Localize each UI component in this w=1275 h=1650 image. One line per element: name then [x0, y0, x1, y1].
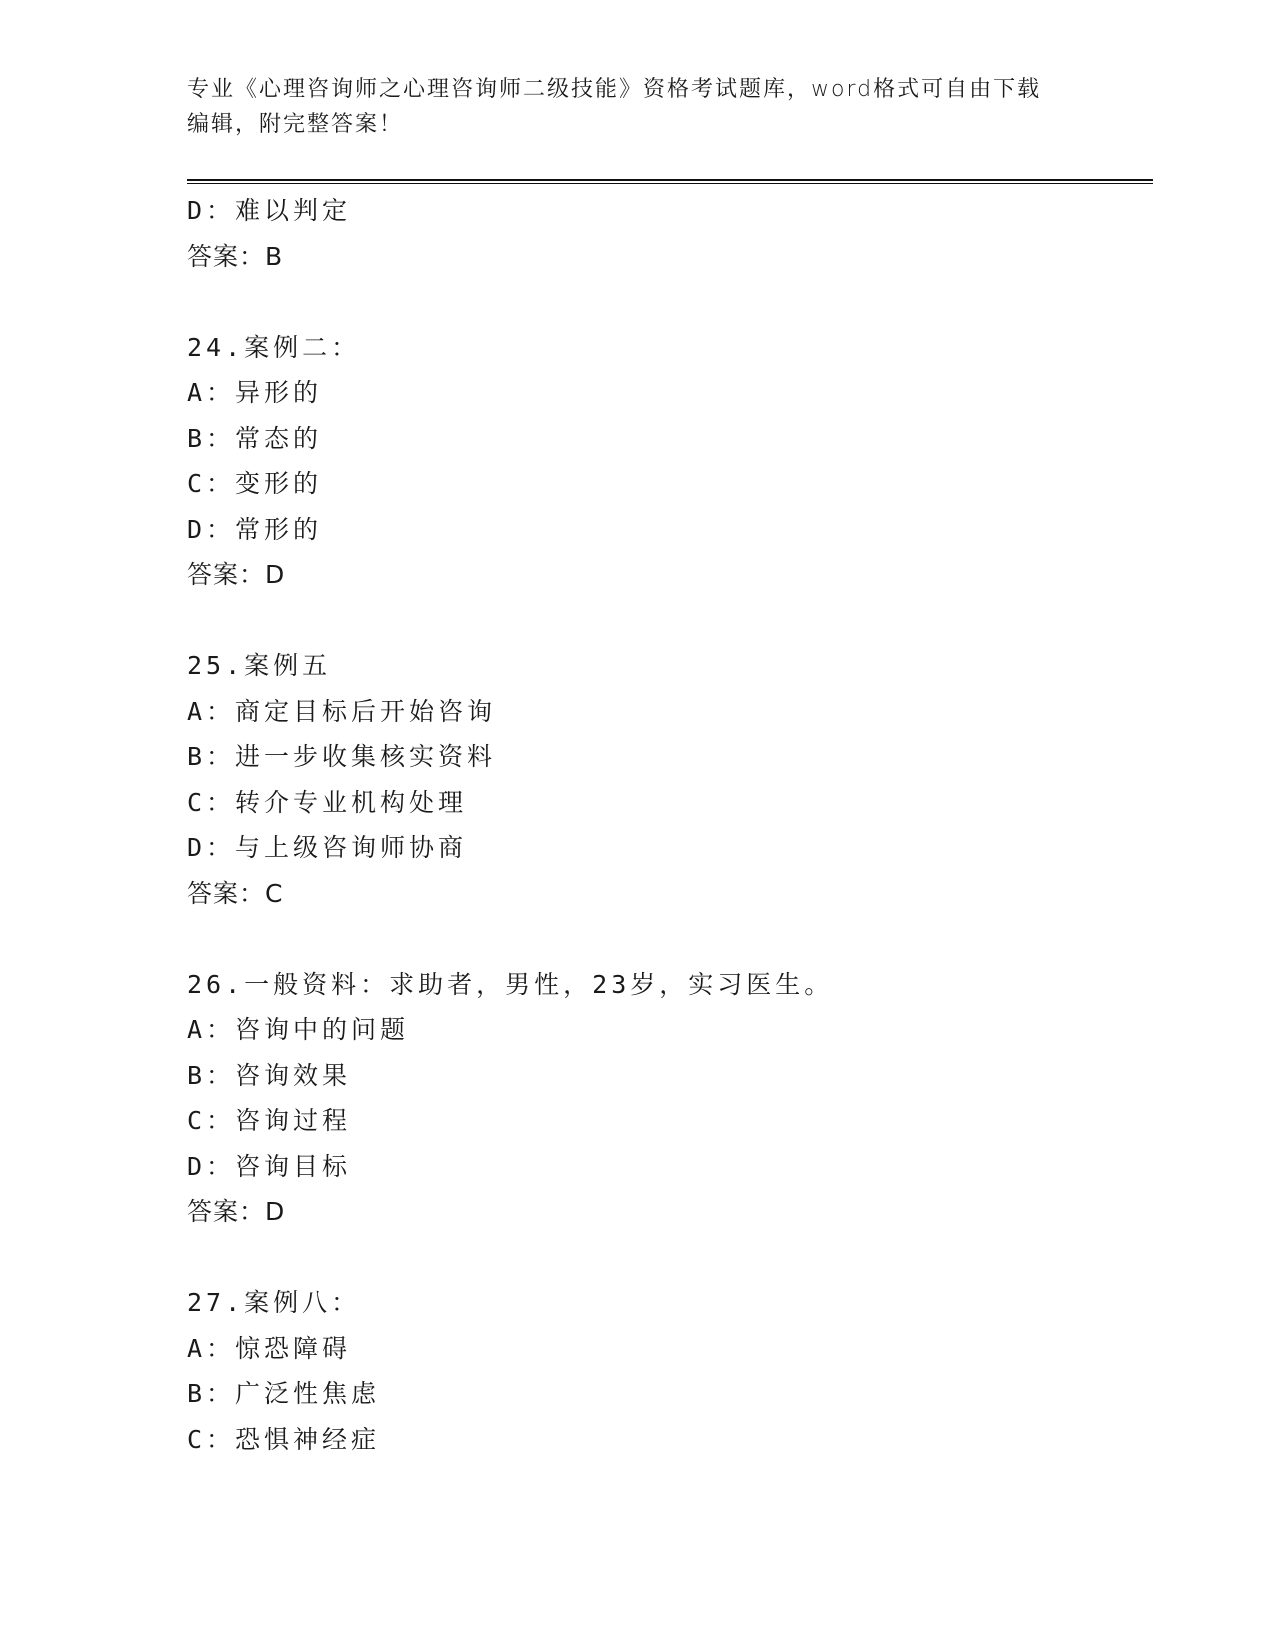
header-line-1: 专业《心理咨询师之心理咨询师二级技能》资格考试题库，word格式可自由下载	[187, 77, 1042, 102]
option-b: B：广泛性焦虑	[187, 1379, 381, 1408]
option-a: A：异形的	[187, 378, 323, 407]
question-text: 27.案例八：	[187, 1288, 361, 1317]
option-d: D：难以判定	[187, 196, 352, 225]
option-c: C：转介专业机构处理	[187, 787, 468, 817]
option-a: A：咨询中的问题	[187, 1015, 410, 1044]
question-block	[187, 325, 1153, 598]
option-d: D：常形的	[187, 514, 323, 544]
option-c: C：恐惧神经症	[187, 1424, 381, 1454]
option-d: D：与上级咨询师协商	[187, 833, 468, 862]
question-text: 25.案例五	[187, 651, 332, 680]
block-spacer	[187, 279, 1153, 325]
answer-line: 答案：C	[187, 878, 284, 908]
question-list	[187, 188, 1153, 1462]
question-text: 26.一般资料：求助者，男性，23岁，实习医生。	[187, 969, 834, 999]
question-block	[187, 1280, 1153, 1462]
option-b: B：进一步收集核实资料	[187, 742, 497, 771]
question-text: 24.案例二：	[187, 332, 361, 362]
option-a: A：惊恐障碍	[187, 1333, 352, 1363]
option-b: B：常态的	[187, 423, 323, 453]
block-spacer	[187, 916, 1153, 962]
header-rule-thick	[187, 179, 1153, 181]
answer-line: 答案：B	[187, 241, 284, 271]
answer-line: 答案：D	[187, 560, 286, 589]
option-a: A：商定目标后开始咨询	[187, 696, 497, 726]
header-line-2: 编辑，附完整答案！	[187, 112, 404, 137]
option-d: D：咨询目标	[187, 1151, 352, 1181]
question-block	[187, 188, 1153, 279]
question-block	[187, 962, 1153, 1235]
document-header	[187, 72, 1067, 142]
block-spacer	[187, 1235, 1153, 1281]
question-block	[187, 643, 1153, 916]
answer-line: 答案：D	[187, 1197, 286, 1226]
option-b: B：咨询效果	[187, 1060, 352, 1090]
option-c: C：变形的	[187, 469, 323, 498]
block-spacer	[187, 598, 1153, 644]
option-c: C：咨询过程	[187, 1106, 352, 1135]
header-rule-thin	[187, 183, 1153, 184]
